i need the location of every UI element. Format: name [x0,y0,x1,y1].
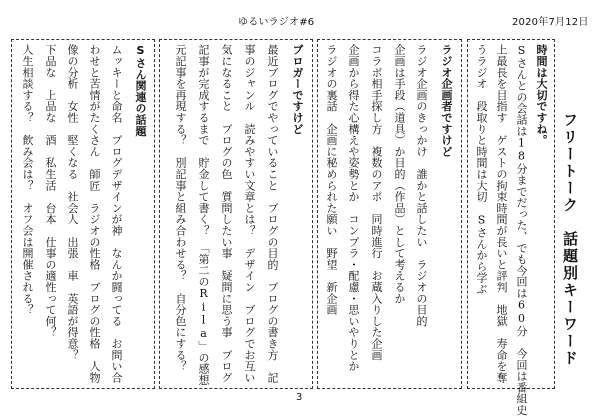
topic-line: 記事が完成するまで 貯金して書く？ 「第二のRila」の感想 [197,44,210,386]
topic-line: 上最長を目指す ゲストの拘束時間が長いと評判 地獄 寿命を奪 [495,44,508,383]
topic-line: ムッキーと命名 ブログデザインが神 なんか闘ってる お問い合 [110,44,123,383]
topic-heading-s-san: Sさん関連の話題 [134,44,147,137]
topic-heading-blogger: ブロガーですけど [291,44,304,135]
topic-line: うラジオ 段取りと時間は大切 Sさんから学ぶ [475,44,488,295]
topic-line: コラボ相手探し方 複数のアポ 同時進行 お蔵入りした企画 [370,44,383,361]
topic-line: 事のジャンル 読みやすい文章とは？ デザイン ブログでお互い [243,44,256,383]
topic-line: 気になること ブログの色 質問したい事 疑問に思う事 ブログ [220,44,233,383]
main-title: フリートーク 話題別キーワード [561,112,579,367]
topic-line: 最近ブログでやっていること ブログの目的 ブログの書き方 記 [266,44,279,383]
topic-heading-time: 時間は大切ですね。 [535,44,548,146]
header-date: 2020年7月12日 [512,17,589,28]
topic-line: 企画は手段（道具）か目的（作品）として考えるか [393,44,406,304]
topic-line: 人生相談する？ 飲み会は？ オフ会は開催される？ [21,44,34,316]
topic-heading-radio-planner: ラジオ企画者ですけど [440,44,453,157]
topic-line: 下品な 上品な 酒 私生活 台本 仕事の適性って何？ [44,44,57,338]
topic-line: ラジオ企画のきっかけ 誰かと話したい ラジオの目的 [415,44,428,327]
header-title: ゆるいラジオ#6 [238,17,315,28]
topic-line: ラジオの裏話 企画に秘められた願い 野望 新企画 [325,44,338,316]
topic-line: Sさんとの会話は18分までだった、でも今回は60分 今回は番組史 [515,44,528,416]
topic-line: 企画から得た心構えや姿勢とか コンプラ・配慮・思いやりとか [347,44,360,372]
topic-line: 像の分析 女性 堅くなる 社会人 出張 車 英語が得意？ [66,44,79,361]
topic-line: 元記事を再現する？ 別記事と組み合わせる？ 自分色にする？ [174,44,187,372]
page-number: 3 [296,392,303,403]
topic-line: わせと苦情がたくさん 師匠 ラジオの性格 ブログの性格 人物 [88,44,101,383]
